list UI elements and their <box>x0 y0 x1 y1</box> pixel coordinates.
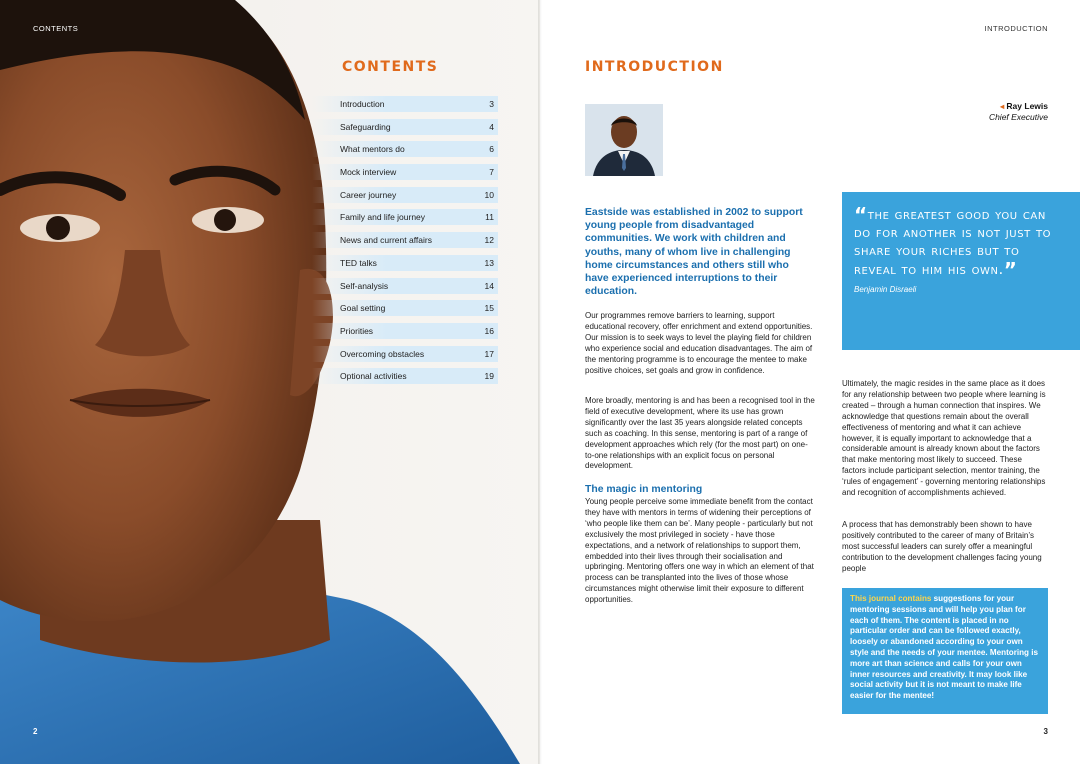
toc-label: Self-analysis <box>340 280 389 291</box>
info-text: suggestions for your mentoring sessions and will help you plan for each of them. The content is placed in no particular order and can be followed exactly, loosely or abandoned according to your own style and the needs of your mentee. Mentoring is more art than science and calls for your own inner resources and creativity. It may look like social activity but it is not meant to make life easier for the mentee! <box>850 594 1038 701</box>
toc-label: Goal setting <box>340 303 386 314</box>
toc-item-self-analysis[interactable] <box>312 278 498 294</box>
toc-item-priorities[interactable] <box>312 323 498 339</box>
toc-label: News and current affairs <box>340 235 432 246</box>
toc-item-goal-setting[interactable] <box>312 300 498 316</box>
author-role: Chief Executive <box>988 112 1048 122</box>
toc-item-introduction[interactable] <box>312 96 498 112</box>
body-paragraph-5: A process that has demonstrably been shown to have positively contributed to the career of many of Britain’s most successful leaders can surely offer a meaningful contribution to the development challenges facing young people <box>842 520 1042 573</box>
right-page <box>540 0 1080 764</box>
toc-page: 19 <box>484 371 494 382</box>
toc-item-safeguarding[interactable] <box>312 119 498 135</box>
toc-page: 10 <box>484 189 494 200</box>
toc-page: 17 <box>484 348 494 359</box>
table-of-contents <box>312 96 498 391</box>
quote-author: Benjamin Disraeli <box>854 284 917 294</box>
toc-item-career-journey[interactable] <box>312 187 498 203</box>
toc-label: Introduction <box>340 99 385 109</box>
body-paragraph-3: Young people perceive some immediate benefit from the contact they have with mentors in terms of widening their perceptions of ‘who people like them can be’. Many people - particularly but not exclusively the most privileged in society - have those expectations, and a network of relationships to support them, embedded into their lives through their socialisation and upbringing. Mentoring offers one way in which an element of that process can be transplanted into the lives of those whose circumstances might otherwise limit their exposure to different opportunities. <box>585 497 814 605</box>
toc-page: 13 <box>484 257 494 268</box>
toc-page: 12 <box>484 235 494 246</box>
toc-item-mock-interview[interactable] <box>312 164 498 180</box>
toc-page: 16 <box>484 325 494 336</box>
author-name: ◂ Ray Lewis <box>989 101 1048 112</box>
toc-item-what-mentors-do[interactable] <box>312 141 498 157</box>
journal-info-box <box>842 588 1048 714</box>
spread-gutter <box>538 0 542 764</box>
running-head-introduction: INTRODUCTION <box>984 24 1048 33</box>
toc-label: Overcoming obstacles <box>340 348 425 359</box>
toc-label: What mentors do <box>340 144 405 155</box>
toc-page: 4 <box>489 121 494 132</box>
body-paragraph-2: More broadly, mentoring is and has been a recognised tool in the field of executive development, where its use has grown significantly over the last 35 years alongside related concepts such as coaching. In this sense, mentoring is part of a range of development approaches which rely (for the most part) on one-to-one relationships with an explicit focus on personal development. <box>585 396 815 471</box>
toc-page: 11 <box>485 212 494 223</box>
author-photo <box>585 104 663 176</box>
toc-label: TED talks <box>340 257 377 268</box>
body-paragraph-4: Ultimately, the magic resides in the same place as it does for any relationship between two people where learning is created – through a human connection that inspires. We acknowledge that questions remain about the overall effectiveness of mentoring and what it can achieve however, it is equally important to acknowledge that a considerable amount is already known about the factors that make mentoring most likely to succeed. These factors include participant selection, mentor training, the ‘rules of engagement’ - governing mentoring relationships and recognition of accomplishments achieved. <box>842 379 1046 498</box>
close-quote-icon: ” <box>1003 257 1018 282</box>
page-number-left: 2 <box>33 727 38 736</box>
open-quote-icon: “ <box>854 203 868 227</box>
toc-label: Optional activities <box>340 371 407 382</box>
intro-lead-paragraph: Eastside was established in 2002 to support young people from disadvantaged communities. We work with children and youths, many of whom live in challenging home circumstances and others still who have experienced interruptions to their education. <box>585 207 803 298</box>
body-paragraph-1: Our programmes remove barriers to learning, support educational recovery, offer enrichment and extend opportunities. Our mission is to seek ways to level the playing field for children who experience social and education disadvantages. The aim of the mentoring programme is to encourage the mentee to make positive choices, set goals and grow in confidence. <box>585 311 813 375</box>
toc-page: 15 <box>484 303 494 314</box>
toc-label: Priorities <box>340 325 374 336</box>
toc-item-optional-activities[interactable] <box>312 368 498 384</box>
toc-label: Family and life journey <box>340 212 426 223</box>
introduction-title: introduction <box>585 52 724 76</box>
toc-page: 7 <box>489 167 494 178</box>
subheading-magic-in-mentoring: The magic in mentoring <box>585 484 703 495</box>
toc-item-ted-talks[interactable] <box>312 255 498 271</box>
pull-quote-box <box>842 192 1080 350</box>
toc-item-overcoming-obstacles[interactable] <box>312 346 498 362</box>
page-number-right: 3 <box>1043 727 1048 736</box>
toc-label: Mock interview <box>340 167 397 178</box>
author-attribution <box>989 101 1048 123</box>
contents-title: contents <box>342 52 439 76</box>
toc-page: 3 <box>489 99 494 109</box>
toc-item-news-current-affairs[interactable] <box>312 232 498 248</box>
pull-quote <box>854 203 1066 282</box>
toc-page: 6 <box>489 144 494 155</box>
toc-label: Career journey <box>340 189 397 200</box>
running-head-contents: CONTENTS <box>33 24 79 33</box>
toc-page: 14 <box>484 280 494 291</box>
toc-item-family-life-journey[interactable] <box>312 209 498 225</box>
toc-label: Safeguarding <box>340 121 391 132</box>
pull-quote-text: the greatest good you can do for another is not just to share your riches but to reveal to him his own. <box>854 207 1052 278</box>
info-highlight: This journal contains <box>850 594 932 603</box>
